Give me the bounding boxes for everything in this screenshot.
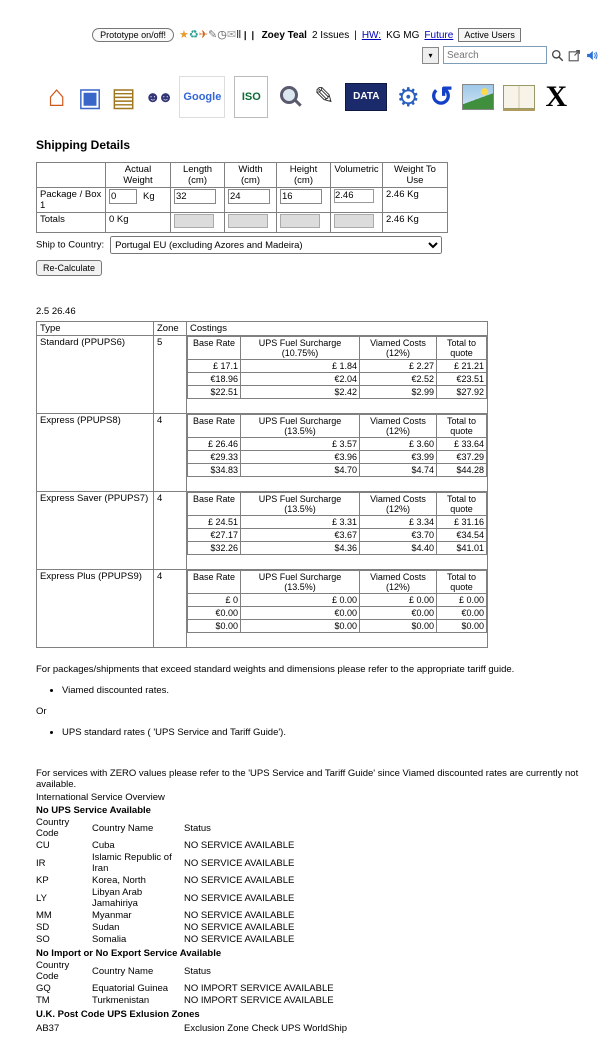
cost-value-row bbox=[188, 529, 487, 542]
home-icon[interactable]: ⌂ bbox=[47, 80, 66, 113]
country-table bbox=[36, 960, 334, 1007]
costings-service-row bbox=[37, 492, 488, 570]
country-cell: Turkmenistan bbox=[92, 995, 150, 1006]
weights-header-row bbox=[37, 163, 448, 188]
exclusion-zone-check-link[interactable]: Exclusion Zone Check UPS WorldShip bbox=[184, 1023, 347, 1034]
pause-icon[interactable]: ❙❙ bbox=[241, 29, 257, 40]
refresh-icon[interactable]: ↺ bbox=[429, 81, 454, 112]
country-header-row bbox=[36, 960, 334, 983]
page-title: Shipping Details bbox=[36, 138, 131, 152]
country-col-header: Country Code bbox=[36, 817, 70, 839]
weight-to-use-value: 2.46 Kg bbox=[383, 188, 448, 213]
country-cell: NO SERVICE AVAILABLE bbox=[184, 934, 295, 945]
country-cell: NO IMPORT SERVICE AVAILABLE bbox=[184, 995, 334, 1006]
separator: | bbox=[354, 29, 357, 41]
service-costings bbox=[187, 570, 488, 648]
costings-table bbox=[36, 321, 488, 648]
recycle-icon[interactable]: ♻ bbox=[188, 28, 199, 41]
app-toolbar bbox=[0, 76, 613, 118]
cost-value: $0.00 bbox=[241, 620, 360, 633]
cost-header-row bbox=[188, 337, 487, 360]
or-label: Or bbox=[36, 706, 47, 717]
cost-value: €34.54 bbox=[437, 529, 487, 542]
exclusion-zones-heading: U.K. Post Code UPS Exlusion Zones bbox=[36, 1009, 200, 1020]
country-col-header: Status bbox=[184, 965, 211, 977]
cost-value: £ 2.27 bbox=[360, 360, 437, 373]
height-input[interactable] bbox=[280, 189, 322, 204]
country-col-header: Country Name bbox=[92, 965, 154, 977]
cost-col-header: Base Rate bbox=[188, 337, 241, 360]
actual-weight-cell bbox=[106, 188, 171, 213]
service-costings bbox=[187, 336, 488, 414]
country-cell: NO SERVICE AVAILABLE bbox=[184, 840, 295, 851]
country-cell: Korea, North bbox=[92, 875, 146, 886]
costings-inner-table bbox=[187, 336, 487, 399]
cost-value: €0.00 bbox=[188, 607, 241, 620]
cost-value: £ 3.34 bbox=[360, 516, 437, 529]
data-logo[interactable]: DATA bbox=[345, 83, 387, 111]
country-cell: Equatorial Guinea bbox=[92, 983, 169, 994]
totals-length-box bbox=[174, 214, 214, 228]
cost-header-row bbox=[188, 415, 487, 438]
main-content bbox=[36, 138, 585, 1034]
country-cell: NO IMPORT SERVICE AVAILABLE bbox=[184, 983, 334, 994]
cost-value: $34.83 bbox=[188, 464, 241, 477]
length-cell bbox=[171, 188, 225, 213]
cost-value: €0.00 bbox=[437, 607, 487, 620]
height-cell bbox=[277, 188, 331, 213]
cost-value: €29.33 bbox=[188, 451, 241, 464]
country-cell: TM bbox=[36, 995, 50, 1006]
country-cell: GQ bbox=[36, 983, 51, 994]
country-cell: CU bbox=[36, 840, 50, 851]
pencil-icon[interactable]: ✎ bbox=[208, 28, 218, 41]
cost-value: $2.42 bbox=[241, 386, 360, 399]
cost-value: £ 0.00 bbox=[360, 594, 437, 607]
country-cell: NO SERVICE AVAILABLE bbox=[184, 910, 295, 921]
actual-weight-input[interactable] bbox=[109, 189, 137, 204]
service-zone: 5 bbox=[154, 336, 187, 414]
cost-col-header: Base Rate bbox=[188, 493, 241, 516]
search-input[interactable] bbox=[443, 46, 547, 64]
cost-col-header: Viamed Costs (12%) bbox=[360, 415, 437, 438]
cost-value-row bbox=[188, 464, 487, 477]
ship-to-row bbox=[36, 236, 585, 254]
weights-col-header: Length (cm) bbox=[171, 163, 225, 188]
country-row bbox=[36, 934, 294, 946]
cost-header-row bbox=[188, 493, 487, 516]
search-icon[interactable] bbox=[551, 49, 564, 62]
costings-service-row bbox=[37, 414, 488, 492]
country-table bbox=[36, 817, 294, 946]
volumetric-cell bbox=[331, 188, 383, 213]
length-input[interactable] bbox=[174, 189, 216, 204]
cost-value: £ 0 bbox=[188, 594, 241, 607]
totals-width-box bbox=[228, 214, 268, 228]
cost-col-header: UPS Fuel Surcharge (13.5%) bbox=[241, 415, 360, 438]
service-overview-sections bbox=[36, 805, 585, 1007]
cost-value: £ 31.16 bbox=[437, 516, 487, 529]
country-cell: Cuba bbox=[92, 840, 115, 851]
cost-col-header: Viamed Costs (12%) bbox=[360, 571, 437, 594]
ship-to-country-select[interactable] bbox=[110, 236, 442, 254]
service-zone: 4 bbox=[154, 570, 187, 648]
service-zone: 4 bbox=[154, 492, 187, 570]
prototype-toggle-button[interactable]: Prototype on/off! bbox=[92, 28, 174, 42]
cost-value-row bbox=[188, 360, 487, 373]
user-name: Zoey Teal bbox=[261, 29, 307, 41]
device-icon[interactable]: ▣ bbox=[77, 82, 103, 112]
costings-header-row bbox=[37, 322, 488, 336]
cost-value: £ 26.46 bbox=[188, 438, 241, 451]
cost-value: £ 17.1 bbox=[188, 360, 241, 373]
topbar-mini-icons bbox=[179, 30, 257, 41]
open-window-icon[interactable] bbox=[568, 49, 581, 62]
width-cell bbox=[225, 188, 277, 213]
cost-value: $0.00 bbox=[437, 620, 487, 633]
cost-value: $41.01 bbox=[437, 542, 487, 555]
cost-value: $44.28 bbox=[437, 464, 487, 477]
cost-value: $27.92 bbox=[437, 386, 487, 399]
cost-value: €3.67 bbox=[241, 529, 360, 542]
country-cell: Libyan Arab Jamahiriya bbox=[92, 887, 143, 909]
section-heading: No Import or No Export Service Available bbox=[36, 948, 222, 959]
cost-value-row bbox=[188, 451, 487, 464]
service-type: Express Saver (PPUPS7) bbox=[37, 492, 154, 570]
weights-col-header: Width (cm) bbox=[225, 163, 277, 188]
country-cell: Somalia bbox=[92, 934, 127, 945]
weights-col-header bbox=[37, 163, 106, 188]
costings-service-row bbox=[37, 570, 488, 648]
ups-standard-rates-item: • UPS standard rates ( 'UPS Service and Tariff Guide'). bbox=[62, 727, 585, 738]
section-heading: No UPS Service Available bbox=[36, 805, 151, 816]
star-icon[interactable]: ★ bbox=[179, 28, 189, 41]
cost-col-header: UPS Fuel Surcharge (10.75%) bbox=[241, 337, 360, 360]
cost-value-row bbox=[188, 373, 487, 386]
cost-col-header: Base Rate bbox=[188, 415, 241, 438]
country-row bbox=[36, 995, 334, 1007]
width-input[interactable] bbox=[228, 189, 270, 204]
hw-link[interactable]: HW: bbox=[361, 29, 382, 41]
country-row bbox=[36, 910, 294, 922]
people-icon[interactable]: ☻☻ bbox=[144, 88, 171, 106]
cost-value: £ 3.60 bbox=[360, 438, 437, 451]
country-row bbox=[36, 922, 294, 934]
country-cell: NO SERVICE AVAILABLE bbox=[184, 892, 295, 904]
totals-volumetric-box bbox=[334, 214, 374, 228]
clock-icon[interactable]: ◷ bbox=[217, 28, 227, 41]
weights-col-header: Volumetric bbox=[331, 163, 383, 188]
costings-header-type: Type bbox=[37, 322, 154, 336]
country-col-header: Country Code bbox=[36, 960, 70, 982]
cost-col-header: Viamed Costs (12%) bbox=[360, 493, 437, 516]
cost-value-row bbox=[188, 607, 487, 620]
weight-unit-label: Kg bbox=[143, 191, 155, 202]
cost-value: $0.00 bbox=[360, 620, 437, 633]
totals-actual-weight: 0 Kg bbox=[106, 213, 171, 233]
service-costings bbox=[187, 492, 488, 570]
cost-value: £ 24.51 bbox=[188, 516, 241, 529]
weights-col-header: Actual Weight bbox=[106, 163, 171, 188]
cost-col-header: UPS Fuel Surcharge (13.5%) bbox=[241, 571, 360, 594]
country-row bbox=[36, 852, 294, 875]
package-label: Package / Box 1 bbox=[37, 188, 106, 213]
issues-link[interactable]: 2 Issues bbox=[311, 29, 350, 41]
cost-col-header: Base Rate bbox=[188, 571, 241, 594]
country-cell: MM bbox=[36, 910, 52, 921]
totals-weight-to-use: 2.46 Kg bbox=[383, 213, 448, 233]
image-icon[interactable] bbox=[462, 84, 494, 110]
country-row bbox=[36, 840, 294, 852]
cost-value: €2.52 bbox=[360, 373, 437, 386]
weights-table bbox=[36, 162, 448, 233]
cost-value: $4.40 bbox=[360, 542, 437, 555]
cost-col-header: Total to quote bbox=[437, 337, 487, 360]
service-type: Express Plus (PPUPS9) bbox=[37, 570, 154, 648]
country-cell: NO SERVICE AVAILABLE bbox=[184, 875, 295, 886]
rates-list-1 bbox=[36, 685, 585, 696]
country-cell: LY bbox=[36, 892, 47, 904]
cost-value: €3.96 bbox=[241, 451, 360, 464]
speaker-icon[interactable] bbox=[585, 49, 599, 62]
iso-logo[interactable]: ISO bbox=[234, 76, 268, 118]
cost-value: $4.36 bbox=[241, 542, 360, 555]
x-icon[interactable]: X bbox=[545, 80, 568, 113]
cost-value: $22.51 bbox=[188, 386, 241, 399]
country-row bbox=[36, 887, 294, 910]
topbar bbox=[0, 0, 613, 42]
country-row bbox=[36, 983, 334, 995]
cost-value: €2.04 bbox=[241, 373, 360, 386]
costings-inner-table bbox=[187, 414, 487, 477]
cost-col-header: Total to quote bbox=[437, 571, 487, 594]
cost-value: £ 33.64 bbox=[437, 438, 487, 451]
service-zone: 4 bbox=[154, 414, 187, 492]
book-icon[interactable] bbox=[503, 85, 535, 109]
costings-inner-table bbox=[187, 492, 487, 555]
weights-col-header: Height (cm) bbox=[277, 163, 331, 188]
country-cell: Sudan bbox=[92, 922, 120, 933]
service-costings bbox=[187, 414, 488, 492]
active-users-button[interactable]: Active Users bbox=[458, 28, 521, 42]
cost-value: $0.00 bbox=[188, 620, 241, 633]
cost-value: €18.96 bbox=[188, 373, 241, 386]
cost-value-row bbox=[188, 542, 487, 555]
cost-value-row bbox=[188, 386, 487, 399]
cost-value: €3.70 bbox=[360, 529, 437, 542]
country-cell: IR bbox=[36, 857, 46, 869]
costings-header-costings: Costings bbox=[187, 322, 488, 336]
roman-two-icon[interactable]: Ⅱ bbox=[236, 28, 242, 41]
search-row bbox=[0, 42, 613, 64]
cost-value: €3.99 bbox=[360, 451, 437, 464]
country-col-header: Country Name bbox=[92, 822, 154, 834]
country-cell: SO bbox=[36, 934, 50, 945]
country-row bbox=[36, 875, 294, 887]
recalculate-button[interactable]: Re-Calculate bbox=[36, 260, 102, 276]
rates-list-2 bbox=[36, 727, 585, 738]
country-cell: Islamic Republic of Iran bbox=[92, 852, 172, 874]
costings-service-row bbox=[37, 336, 488, 414]
cost-value: €23.51 bbox=[437, 373, 487, 386]
search-scope-dropdown[interactable]: ▾ bbox=[422, 47, 439, 64]
future-link[interactable]: Future bbox=[424, 29, 454, 41]
cost-header-row bbox=[188, 571, 487, 594]
country-col-header: Status bbox=[184, 822, 211, 834]
service-type: Express (PPUPS8) bbox=[37, 414, 154, 492]
cost-col-header: Total to quote bbox=[437, 415, 487, 438]
cost-value-row bbox=[188, 516, 487, 529]
tariff-note: For packages/shipments that exceed standard weights and dimensions please refer to the appropriate tariff guide. bbox=[36, 664, 515, 675]
cost-value-row bbox=[188, 594, 487, 607]
gears-icon[interactable]: ⚙ bbox=[396, 82, 420, 112]
viamed-rates-item: • Viamed discounted rates. bbox=[62, 685, 585, 696]
service-type: Standard (PPUPS6) bbox=[37, 336, 154, 414]
country-cell: SD bbox=[36, 922, 50, 933]
ship-to-label: Ship to Country: bbox=[36, 239, 105, 251]
cost-value: £ 1.84 bbox=[241, 360, 360, 373]
country-cell: KP bbox=[36, 875, 49, 886]
volumetric-value: 2.46 bbox=[334, 189, 374, 203]
exclusion-row bbox=[36, 1023, 585, 1034]
totals-height-box bbox=[280, 214, 320, 228]
cost-col-header: Total to quote bbox=[437, 493, 487, 516]
cost-value: $4.74 bbox=[360, 464, 437, 477]
cost-value: $4.70 bbox=[241, 464, 360, 477]
exclusion-postcode: AB37 bbox=[36, 1023, 60, 1034]
cost-value-row bbox=[188, 438, 487, 451]
country-cell: NO SERVICE AVAILABLE bbox=[184, 857, 295, 869]
cost-value: $32.26 bbox=[188, 542, 241, 555]
cost-value: £ 0.00 bbox=[437, 594, 487, 607]
cost-value: €27.17 bbox=[188, 529, 241, 542]
country-header-row bbox=[36, 817, 294, 840]
cost-value: £ 0.00 bbox=[241, 594, 360, 607]
cost-value: €37.29 bbox=[437, 451, 487, 464]
intermediate-values: 2.5 26.46 bbox=[36, 306, 76, 317]
units-label: KG MG bbox=[386, 29, 420, 41]
cost-value: £ 21.21 bbox=[437, 360, 487, 373]
totals-row bbox=[37, 213, 448, 233]
cost-col-header: Viamed Costs (12%) bbox=[360, 337, 437, 360]
google-logo[interactable]: Google bbox=[179, 76, 225, 118]
cost-value: €0.00 bbox=[360, 607, 437, 620]
mail-icon[interactable]: ✉ bbox=[226, 28, 237, 41]
totals-label: Totals bbox=[37, 213, 106, 233]
weights-col-header: Weight To Use bbox=[383, 163, 448, 188]
service-overview-title: International Service Overview bbox=[36, 792, 165, 803]
costings-header-zone: Zone bbox=[154, 322, 187, 336]
cost-value: £ 3.31 bbox=[241, 516, 360, 529]
country-cell: Myanmar bbox=[92, 910, 132, 921]
country-cell: NO SERVICE AVAILABLE bbox=[184, 922, 295, 933]
costings-inner-table bbox=[187, 570, 487, 633]
package-row bbox=[37, 188, 448, 213]
zero-values-note: For services with ZERO values please refer to the 'UPS Service and Tariff Guide' since Viamed discounted rates are currently not available. bbox=[36, 768, 579, 790]
airplane-icon[interactable]: ✈ bbox=[198, 28, 208, 41]
books-icon[interactable]: ▤ bbox=[111, 82, 136, 112]
cost-value: $2.99 bbox=[360, 386, 437, 399]
cost-value: €0.00 bbox=[241, 607, 360, 620]
cost-col-header: UPS Fuel Surcharge (13.5%) bbox=[241, 493, 360, 516]
pen-icon[interactable]: ✎ bbox=[314, 83, 335, 110]
cost-value: £ 3.57 bbox=[241, 438, 360, 451]
search-icon-big[interactable] bbox=[277, 82, 303, 112]
cost-value-row bbox=[188, 620, 487, 633]
